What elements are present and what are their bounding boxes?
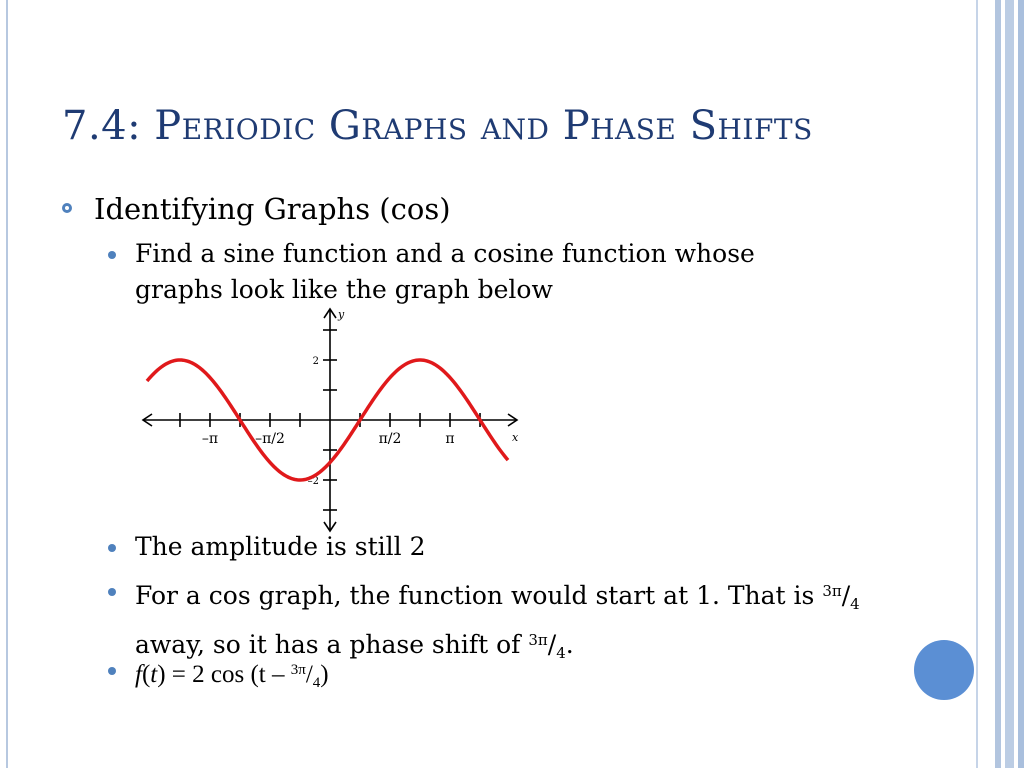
y-axis-label: y: [338, 308, 345, 321]
bullet-dot-icon: [108, 667, 116, 675]
formula-f: f: [135, 661, 142, 688]
y-tick-label: –2: [307, 476, 319, 487]
frac-numerator: 3π: [822, 582, 842, 600]
x-tick-label: π/2: [378, 431, 402, 447]
bullet-dot-icon: [108, 588, 116, 596]
slide-title: 7.4: Periodic Graphs and Phase Shifts: [62, 103, 813, 149]
x-axis-label: x: [512, 431, 519, 444]
x-tick-label: –π: [201, 431, 219, 447]
bullet-dot-icon: [108, 544, 116, 552]
formula-rest: ) = 2 cos (t –: [157, 661, 291, 688]
formula-text: f(t) = 2 $\cos (t - ^{3\pi}/_4)$: [135, 661, 329, 691]
graph-axes: [143, 309, 517, 531]
heading-text: Identifying Graphs (cos): [94, 192, 451, 226]
frac-numerator: 3π: [528, 631, 548, 649]
bullet-amplitude-text: The amplitude is still 2: [135, 532, 426, 561]
y-tick-label: 2: [312, 356, 319, 367]
frac-denominator: 4: [556, 644, 566, 662]
bullet-instruction-text: Find a sine function and a cosine function whose graphs look like the graph below: [135, 239, 755, 304]
x-tick-label: –π/2: [255, 431, 285, 447]
formula-open: (: [141, 661, 151, 688]
frac-numerator: 3π: [290, 662, 306, 678]
frac-denominator: 4: [312, 675, 321, 691]
formula-t: t: [150, 661, 158, 688]
phase-text-3: .: [565, 630, 574, 659]
phase-text-1: For a cos graph, the function would start at 1. That is: [135, 581, 823, 610]
graph-labels: [202, 308, 519, 487]
formula-close: ): [320, 661, 329, 688]
frac-denominator: 4: [850, 595, 860, 613]
bullet-formula: [108, 652, 329, 701]
decorative-circle: [914, 640, 974, 700]
phase-text-2: away, so it has a phase shift of: [135, 630, 529, 659]
x-tick-label: π: [445, 431, 455, 447]
bullet-phase-shift-text: For a cos graph, the function would start at 1. That is $^{3\pi}/_4$ away, so it has a phase shift of $^{3\pi}/_4$.: [135, 581, 860, 662]
bullet-amplitude: [108, 529, 426, 565]
